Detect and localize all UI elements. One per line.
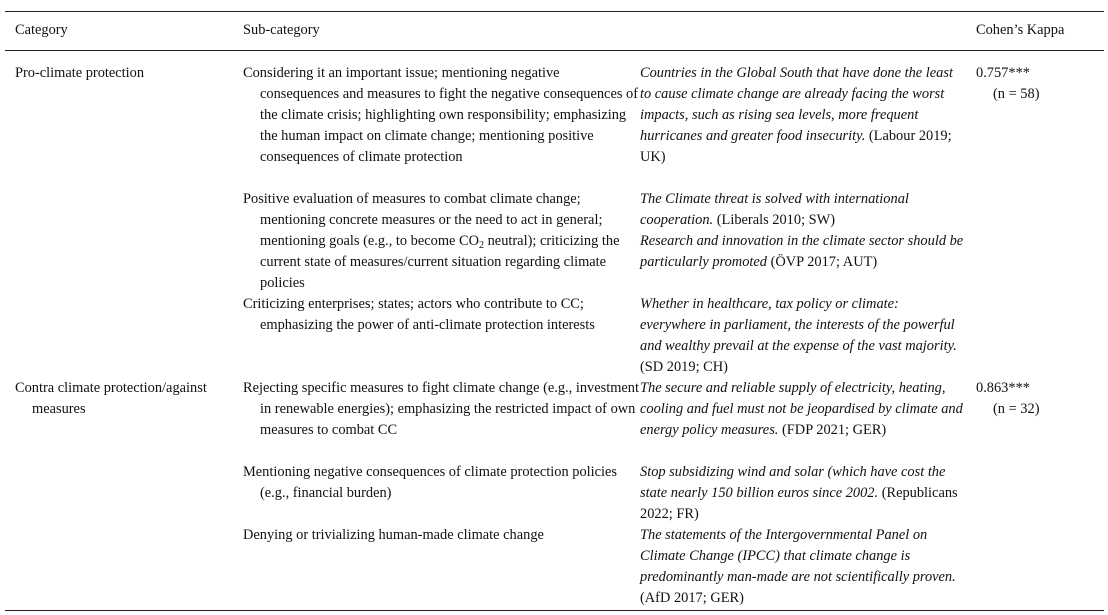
kappa-n: (n = 58) — [993, 86, 1040, 102]
subcategory-text-cont: neutral); criticizing the current state of measures/current situation regarding climate policies — [260, 233, 620, 291]
example-source: (SD 2019; CH) — [640, 359, 728, 375]
header-category: Category — [15, 22, 68, 38]
subcategory-contra-3: Denying or trivializing human-made climate change — [243, 527, 544, 543]
example-quote: Countries in the Global South that have done the least to cause climate change are already facing the worst impacts, such as rising sea levels, more frequent hurricanes and greater food insecurity. — [640, 65, 953, 144]
subcategory-pro-2 — [243, 189, 640, 294]
example-contra-1 — [640, 378, 965, 441]
example-contra-3 — [640, 525, 965, 609]
subcategory-contra-2: Mentioning negative consequences of climate protection policies (e.g., financial burden) — [243, 464, 618, 501]
kappa-n: (n = 32) — [993, 401, 1040, 417]
kappa-pro-climate — [976, 63, 1096, 105]
example-quote: Stop subsidizing wind and solar (which have cost the state nearly 150 billion euros since 2002. — [640, 464, 946, 501]
example-quote: Research and innovation in the climate sector should be particularly promoted — [640, 233, 964, 270]
table-bottom-rule — [5, 610, 1104, 611]
subcategory-pro-1: Considering it an important issue; mentioning negative consequences and measures to fight the negative consequences of the climate crisis; highlighting own responsibility; emphasizing the human impact on climate change; mentioning positive consequences of climate protection — [243, 65, 639, 165]
example-source: (AfD 2017; GER) — [640, 590, 744, 606]
example-pro-3 — [640, 294, 965, 378]
example-pro-2a — [640, 189, 965, 231]
header-kappa: Cohen’s Kappa — [976, 22, 1065, 38]
example-contra-2 — [640, 462, 965, 525]
example-source: (Republicans 2022; FR) — [640, 485, 958, 522]
example-pro-2b — [640, 231, 965, 273]
example-quote: The Climate threat is solved with international cooperation. — [640, 191, 909, 228]
category-pro-climate: Pro-climate protection — [15, 65, 145, 81]
table-top-rule — [5, 11, 1104, 12]
example-source: (ÖVP 2017; AUT) — [766, 254, 878, 270]
example-quote: Whether in healthcare, tax policy or climate: everywhere in parliament, the interests of the powerful and wealthy prevail at the expense of the vast majority. — [640, 296, 957, 354]
table-header-rule — [5, 50, 1104, 51]
category-contra-climate: Contra climate protection/against measures — [15, 380, 207, 417]
subscript-2: 2 — [479, 240, 485, 251]
subcategory-pro-3: Criticizing enterprises; states; actors who contribute to CC; emphasizing the power of anti-climate protection interests — [243, 296, 595, 333]
subcategory-text: Positive evaluation of measures to combat climate change; mentioning concrete measures or the need to act in general; mentioning goals (e.g., to become CO — [243, 191, 603, 249]
example-source: (FDP 2021; GER) — [778, 422, 887, 438]
example-source: (Liberals 2010; SW) — [713, 212, 836, 228]
example-source: (Labour 2019; UK) — [640, 128, 952, 165]
example-quote: The statements of the Intergovernmental Panel on Climate Change (IPCC) that climate change is predominantly man-made are not scientifically proven. — [640, 527, 956, 585]
kappa-value: 0.757*** — [976, 65, 1030, 81]
kappa-value: 0.863*** — [976, 380, 1030, 396]
kappa-contra-climate — [976, 378, 1096, 420]
header-subcategory: Sub-category — [243, 22, 320, 38]
example-pro-1 — [640, 63, 965, 168]
example-quote: The secure and reliable supply of electricity, heating, cooling and fuel must not be jeopardised by climate and energy policy measures. — [640, 380, 963, 438]
subcategory-contra-1: Rejecting specific measures to fight climate change (e.g., investment in renewable energies); emphasizing the restricted impact of own measures to combat CC — [243, 380, 640, 438]
